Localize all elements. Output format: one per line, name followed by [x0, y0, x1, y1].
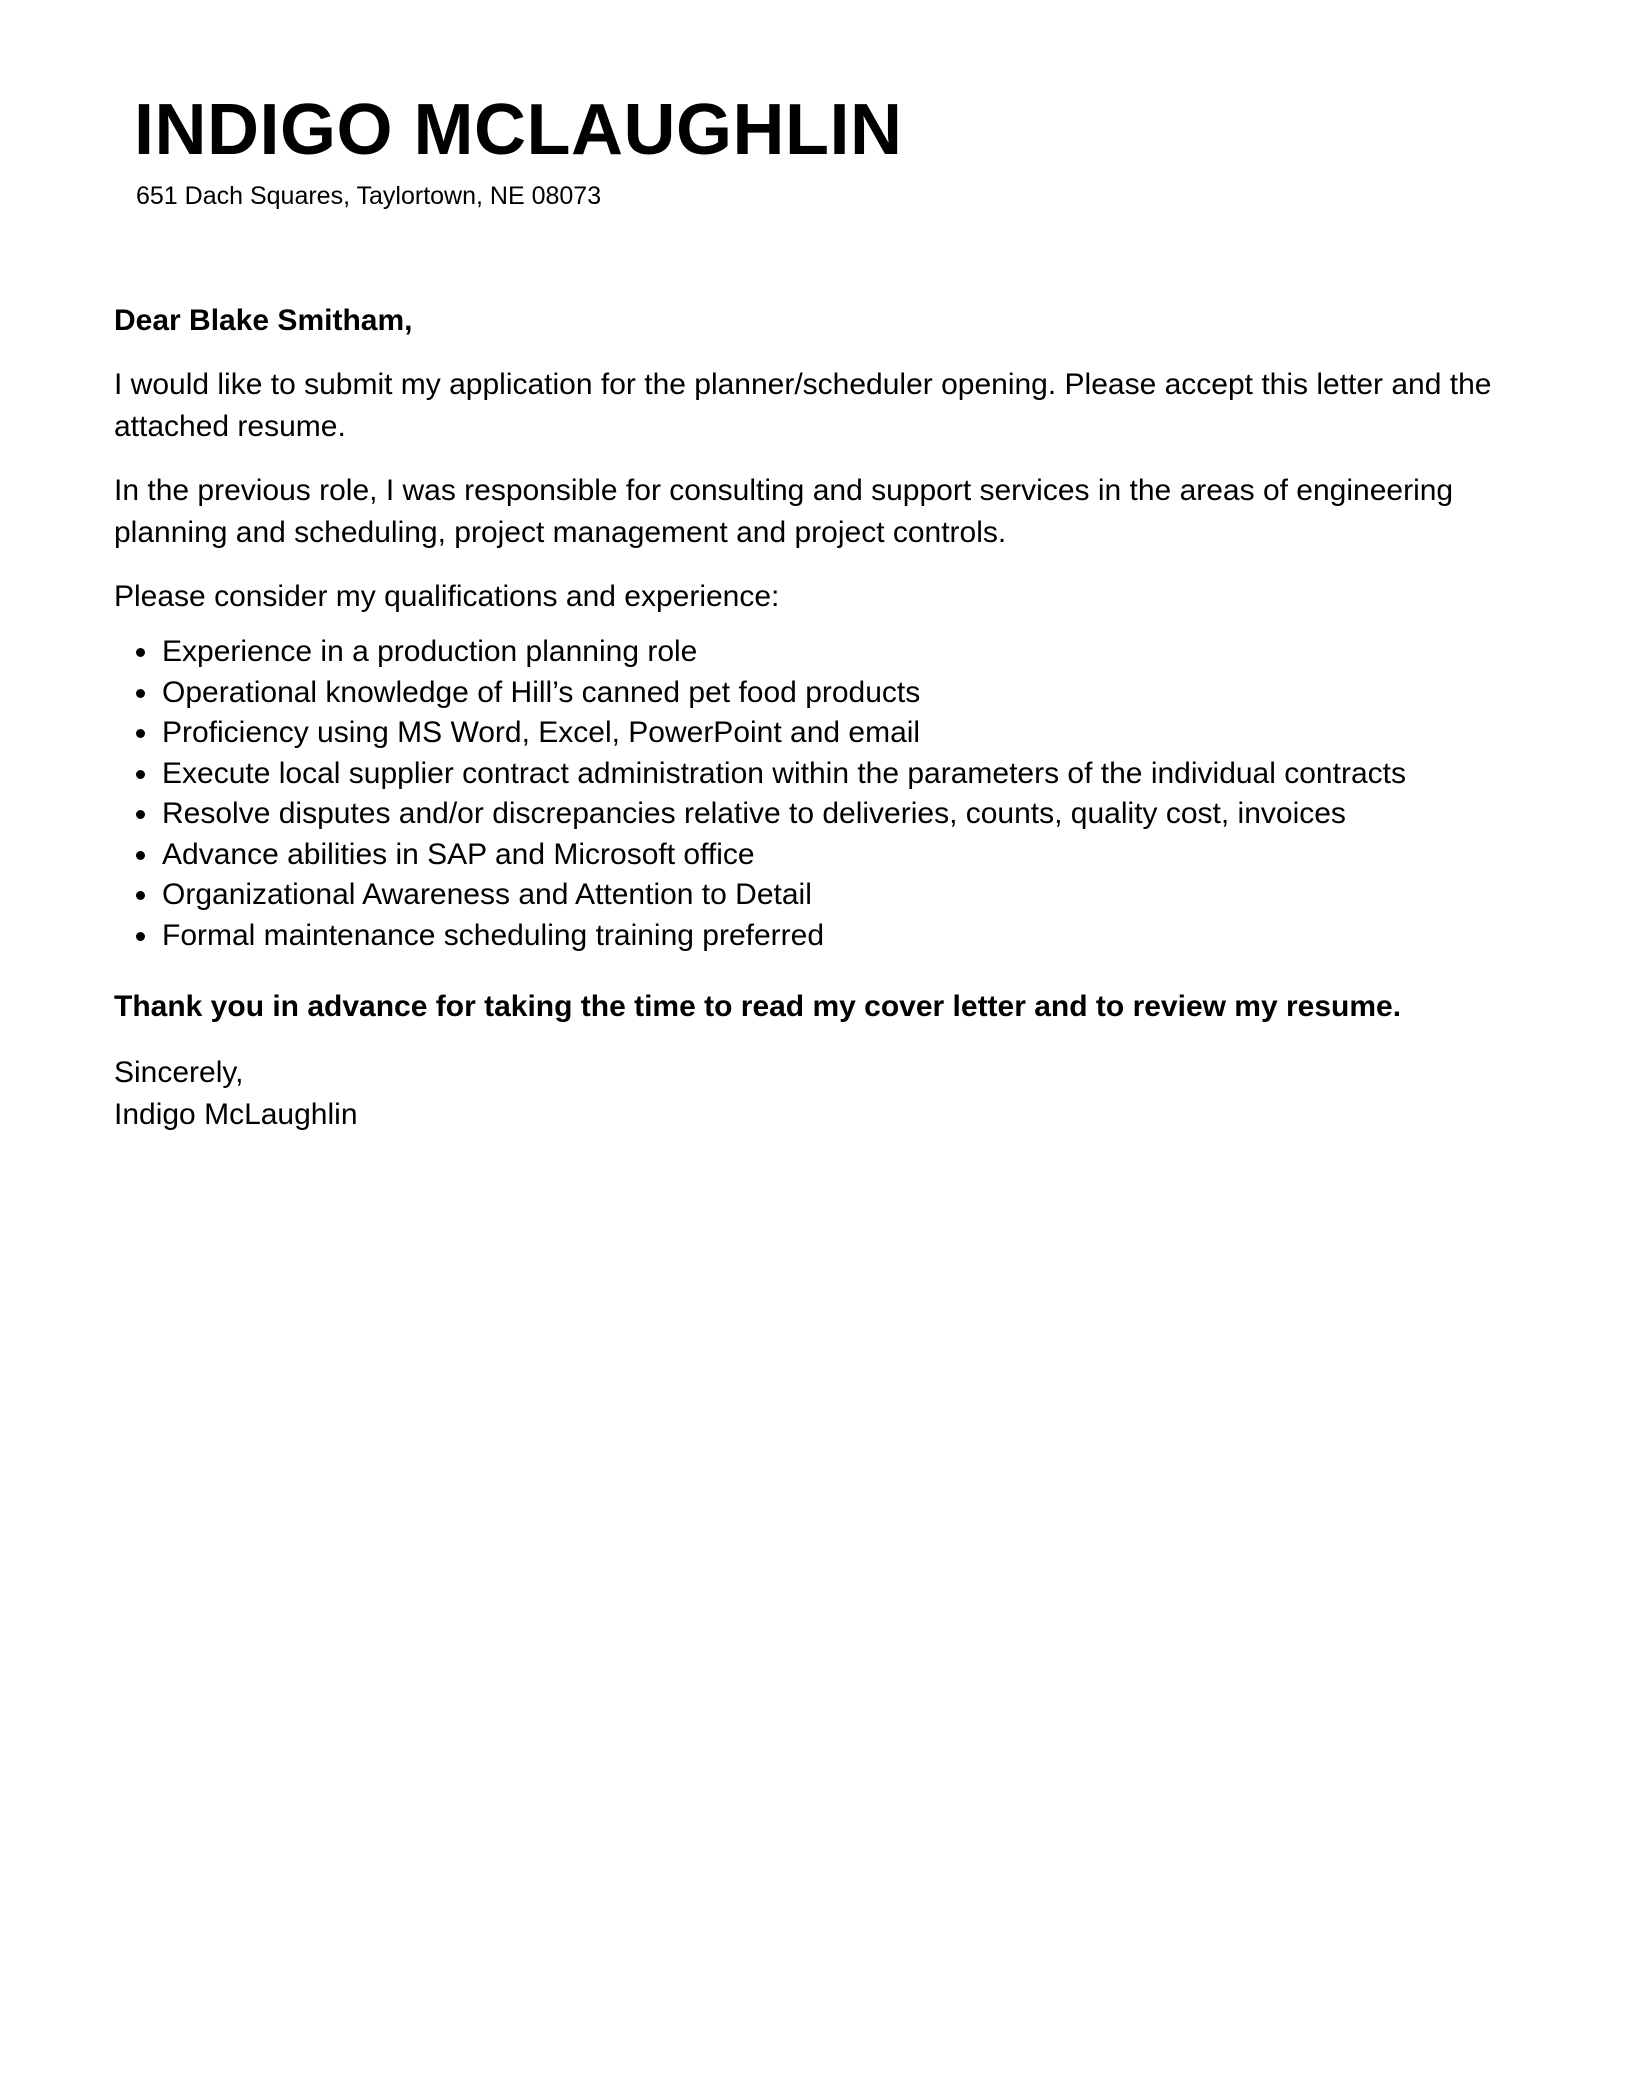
letter-header — [134, 88, 1434, 212]
list-item — [114, 916, 1534, 957]
applicant-name: INDIGO MCLAUGHLIN — [134, 90, 903, 170]
bullet-icon — [136, 689, 145, 698]
list-item — [114, 632, 1534, 673]
bullet-icon — [136, 770, 145, 779]
closing-statement: Thank you in advance for taking the time to read my cover letter and to review my resume. — [114, 990, 1402, 1023]
sign-off: Sincerely, — [114, 1056, 244, 1089]
qualifications-list — [114, 632, 1534, 956]
bullet-icon — [136, 810, 145, 819]
paragraph-intro: I would like to submit my application for the planner/scheduler opening. Please accept this letter and the attached resume. — [114, 368, 1492, 443]
paragraph-qualifications-lead: Please consider my qualifications and experience: — [114, 580, 780, 613]
bullet-icon — [136, 851, 145, 860]
bullet-icon — [136, 648, 145, 657]
list-item — [114, 835, 1534, 876]
list-item-text: Formal maintenance scheduling training preferred — [162, 918, 825, 952]
bullet-icon — [136, 932, 145, 941]
list-item-text: Advance abilities in SAP and Microsoft office — [162, 837, 755, 871]
bullet-icon — [136, 729, 145, 738]
list-item-text: Resolve disputes and/or discrepancies relative to deliveries, counts, quality cost, invoices — [162, 797, 1346, 830]
applicant-address: 651 Dach Squares, Taylortown, NE 08073 — [136, 182, 602, 210]
bullet-icon — [136, 891, 145, 900]
list-item — [114, 794, 1534, 835]
salutation: Dear Blake Smitham, — [114, 304, 413, 337]
paragraph-previous-role: In the previous role, I was responsible for consulting and support services in the areas of engineering planning and scheduling, project management and project controls. — [114, 474, 1454, 549]
list-item-text: Organizational Awareness and Attention to Detail — [162, 878, 812, 911]
list-item — [114, 754, 1534, 795]
list-item — [114, 875, 1534, 916]
list-item — [114, 673, 1534, 714]
list-item-text: Operational knowledge of Hill’s canned pet food products — [162, 675, 921, 709]
letter-body — [114, 300, 1534, 1136]
list-item-text: Experience in a production planning role — [162, 635, 698, 668]
list-item-text: Execute local supplier contract administration within the parameters of the individual contracts — [162, 756, 1406, 790]
signature-name: Indigo McLaughlin — [114, 1098, 358, 1131]
list-item — [114, 713, 1534, 754]
list-item-text: Proficiency using MS Word, Excel, PowerPoint and email — [162, 716, 921, 749]
